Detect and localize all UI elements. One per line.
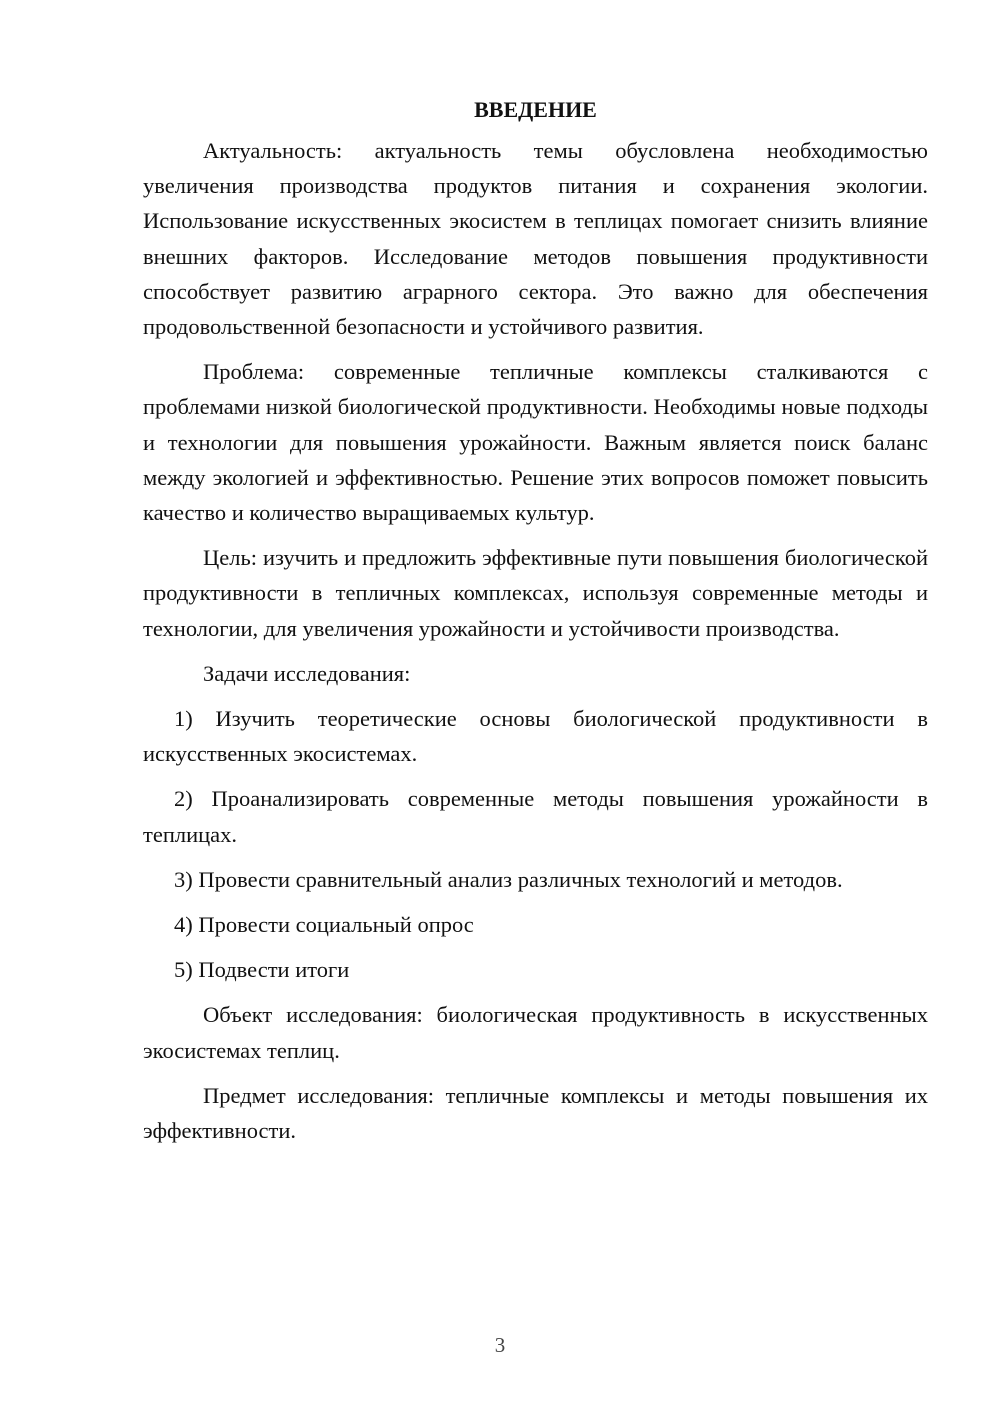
page-number: 3 (494, 1333, 506, 1357)
problem-paragraph: Проблема: современные тепличные комплексы сталкиваются с проблемами низкой биологической продуктивности. Необходимы новые подходы и технологии для повышения урожайности. Важным является поиск баланс между экологией и эффективностью. Решение этих вопросов поможет повысить качество и количество выращиваемых культур. (143, 359, 928, 526)
task-item-1: 1) Изучить теоретические основы биологической продуктивности в искусственных экосистемах. (143, 706, 928, 767)
tasks-title: Задачи исследования: (203, 660, 411, 686)
task-item-3: 3) Провести сравнительный анализ различных технологий и методов. (174, 866, 843, 892)
task-item-2: 2) Проанализировать современные методы повышения урожайности в теплицах. (143, 786, 928, 847)
goal-paragraph: Цель: изучить и предложить эффективные пути повышения биологической продуктивности в тепличных комплексах, используя современные методы и технологии, для увеличения урожайности и устойчивости производства. (143, 545, 928, 641)
document-page (143, 92, 928, 1158)
relevance-paragraph: Актуальность: актуальность темы обусловлена необходимостью увеличения производства продуктов питания и сохранения экологии. Использование искусственных экосистем в теплицах помогает снизить влияние внешних факторов. Исследование методов повышения продуктивности способствует развитию аграрного сектора. Это важно для обеспечения продовольственной безопасности и устойчивого развития. (143, 138, 928, 340)
section-heading: ВВЕДЕНИЕ (474, 97, 597, 122)
object-paragraph: Объект исследования: биологическая продуктивность в искусственных экосистемах теплиц. (143, 1002, 928, 1063)
subject-paragraph: Предмет исследования: тепличные комплексы и методы повышения их эффективности. (143, 1082, 928, 1144)
task-item-5: 5) Подвести итоги (174, 957, 350, 983)
task-item-4: 4) Провести социальный опрос (174, 912, 474, 938)
